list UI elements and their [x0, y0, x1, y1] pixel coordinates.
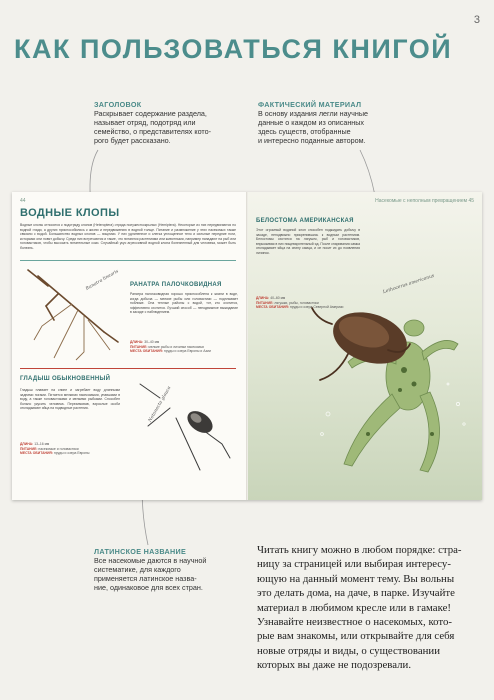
- belostoma-text: Этот огромный водяной клоп способен поджидать добычу в засаде, неподвижно прикрепившись к водным растениям. Белостомы охотятся на лягушек, рыб и головастиков, впрыскивая в них пищеварительный яд. После спаривания самка откладывает яйца на спину самца, и он носит их до появления личинок.: [256, 228, 360, 255]
- spread-right-page: [248, 192, 482, 500]
- gladysh-title: ГЛАДЫШ ОБЫКНОВЕННЫЙ: [20, 376, 111, 382]
- spread-divider: [20, 260, 236, 261]
- bug-and-frog-illustration: [308, 284, 482, 484]
- backswimmer-latin-label: Notonecta glauca: [147, 385, 173, 424]
- annotation-latin-title: ЛАТИНСКОЕ НАЗВАНИЕ: [94, 547, 187, 556]
- spread-intro-text: Водные клопы относятся к подотряду клопов (Heteroptera) отряда полужесткокрылых (Hemiptera). Некоторые из них передвигаются по водной глади, а других приспособились к жизни и передвижению в водной толще. Питание и размножение у этих насекомых также связано с водой. Большинство водных клопов — хищники. У них удлиненное и слегка уплощенное тело и сильные передние ноги, которыми они ловят добычу. Среди них встречаются и такие, что питаются растениями или животными, например нападают на рыб или головастиков, чтобы высосать питательные соки. Случайный укус агрессивной водной клопа болезненный для человека, может быть болезнь.: [20, 223, 236, 250]
- gladysh-facts: ДЛИНА: 13–16 мм ПИТАНИЕ: насекомые и головастики МЕСТА ОБИТАНИЯ: пруды и озера Европы: [20, 442, 90, 455]
- ranatra-title: РАНАТРА ПАЛОЧКОВИДНАЯ: [130, 282, 222, 288]
- annotation-factual: [258, 100, 408, 145]
- backswimmer-illustration: [130, 378, 240, 478]
- ranatra-facts: ДЛИНА: 30–40 мм ПИТАНИЕ: мелкие рыбы и личинки насекомых МЕСТА ОБИТАНИЯ: пруды и озера Европы и Азии: [130, 340, 211, 353]
- left-page-number: 44: [20, 198, 26, 204]
- body-text: Читать книгу можно в любом порядке: стра- ницу за страницей или выбирая интересу- ющую на данный момент тему. Вы вольны это делать дома, на даче, в парке. Изучайте материал в любимом кресле или в гамаке! Узнавайте неизвестное о насекомых, кото- рые вам знакомы, или открывайте для себя новые отряды и виды, о существовании которых вы даже не подозревали.: [257, 544, 462, 672]
- annotation-heading-title: ЗАГОЛОВОК: [94, 100, 142, 109]
- spread-section-title: ВОДНЫЕ КЛОПЫ: [20, 207, 120, 219]
- ranatra-text: Ранатра палочковидная хорошо приспособлена к жизни в воде, когда добыча — мелкие рыбы или головастики — подплывает поближе. Она теплые районы с водой, тот, кто охотится, эффективно охотится. Лучший способ — неподвижное выжидание в засаде с наблюдением.: [130, 292, 238, 314]
- ranatra-illustration: [18, 266, 128, 366]
- spread-left-page: [12, 192, 246, 500]
- ranatra-latin-label: Ranatra linearis: [85, 269, 120, 292]
- spread-divider-2: [20, 368, 236, 369]
- annotation-factual-title: ФАКТИЧЕСКИЙ МАТЕРИАЛ: [258, 100, 362, 109]
- annotation-heading-text: Раскрывает содержание раздела, называет отряд, подотряд или семейство, о представителях кото- рого будет рассказано.: [94, 109, 212, 145]
- gladysh-text: Гладыш плавает на спине и загребает воду длинными задними ногами. Питается мелкими насекомыми, упавшими в воду, а также головастиками и мелкими рыбками. Способен больно укусить человека. Перезимовав, взрослые особи откладывают яйца на подводные растения.: [20, 388, 120, 410]
- belostoma-facts: ДЛИНА: 40–60 мм ПИТАНИЕ: лягушки, рыбы, головастики МЕСТА ОБИТАНИЯ: пруды и озера Северной Америки: [256, 296, 344, 309]
- book-spread-image: [12, 192, 482, 500]
- annotation-latin-text: Все насекомые даются в научной систематике, для каждого применяется латинское назва- ние, одинаковое для всех стран.: [94, 556, 207, 592]
- annotation-latin: [94, 547, 244, 592]
- page-title: КАК ПОЛЬЗОВАТЬСЯ КНИГОЙ: [14, 34, 453, 64]
- right-page-header: Насекомые с неполным превращением 45: [375, 198, 474, 204]
- belostoma-title: БЕЛОСТОМА АМЕРИКАНСКАЯ: [256, 218, 354, 224]
- annotation-factual-text: В основу издания легли научные данные о каждом из описанных здесь существ, отобранные и интересно поданные автором.: [258, 109, 369, 145]
- annotation-heading: [94, 100, 234, 145]
- page-number: 3: [473, 14, 480, 26]
- belostoma-latin-label: Lethocerus americanus: [382, 273, 436, 296]
